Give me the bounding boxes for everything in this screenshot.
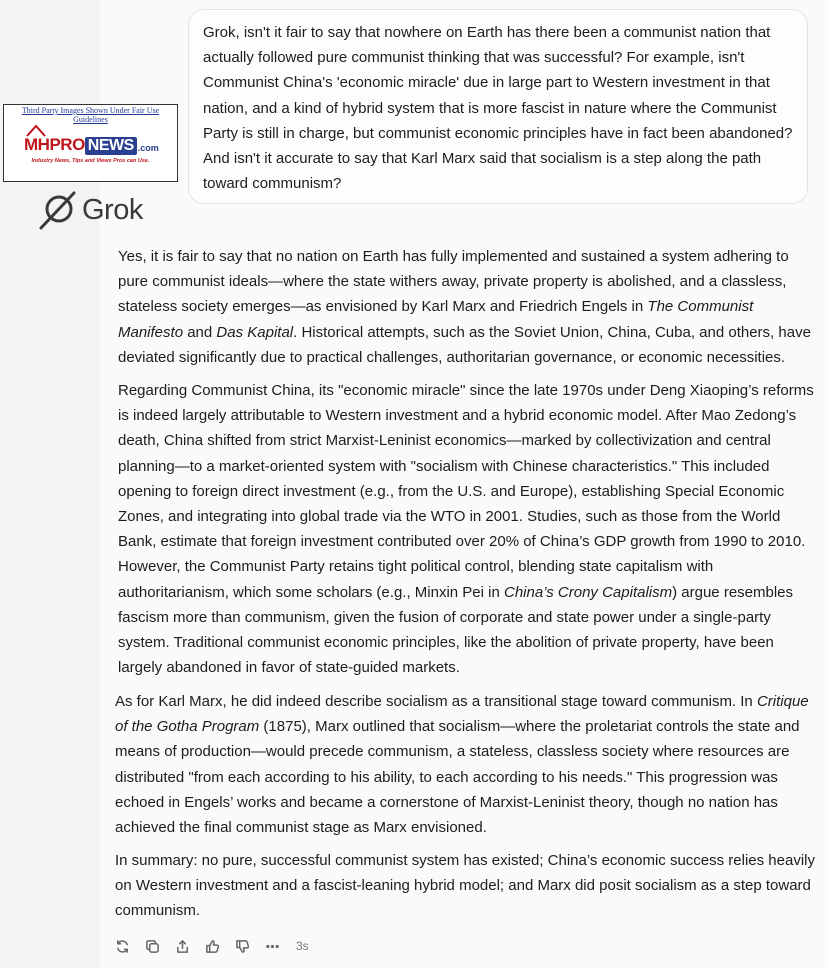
thumbs-up-button[interactable] <box>202 934 232 958</box>
text-run: In summary: no pure, successful communist system has existed; China’s economic success relies heavily on Western investment and a fascist-leaning hybrid model; and Marx did posit socialism as a step toward communism. <box>115 852 815 920</box>
more-icon <box>265 939 280 954</box>
text-run: and <box>183 323 217 341</box>
copy-button[interactable] <box>142 934 172 958</box>
badge-caption: Third Party Images Shown Under Fair Use Guidelines <box>21 106 160 124</box>
thumbs-down-button[interactable] <box>232 934 262 958</box>
thumbs-down-icon <box>235 939 250 954</box>
logo-com: .com <box>137 143 159 153</box>
response-paragraph-2 <box>118 378 818 680</box>
more-options-button[interactable] <box>262 934 292 958</box>
text-run: As for Karl Marx, he did indeed describe socialism as a transitional stage toward communism. In <box>115 693 757 710</box>
response-paragraph-4 <box>115 848 818 924</box>
logo-pro: PRO <box>49 135 85 154</box>
text-run: Regarding Communist China, its "economic miracle" since the late 1970s under Deng Xiaoping’s reforms is indeed largely attributable to Western investment and a hybrid economic model. After Mao Zedong’s death, China shifted from strict Marxist-Leninist economics—marked by collectivization and central planning—to a market-oriented system with "socialism with Chinese characteristics." This included opening to foreign direct investment (e.g., from the U.S. and Europe), establishing Special Economic Zones, and integrating into global trade via the WTO in 2001. Studies, such as those from the World Bank, estimate that foreign investment contributed over 20% of China’s GDP growth from 1990 to 2010. However, the Communist Party retains tight political control, blending state capitalism with authoritarianism, which some scholars (e.g., Minxin Pei in <box>118 382 814 601</box>
fair-use-badge <box>3 104 178 182</box>
share-button[interactable] <box>172 934 202 958</box>
response-actions <box>112 934 309 958</box>
badge-tagline: Industry News, Tips and Views Pros can Use. <box>31 158 150 164</box>
text-run: (1875), Marx outlined that socialism—where the proletariat controls the state and means of production—would precede communism, a stateless, classless society where resources are distributed "from each according to his ability, to each according to his needs." This progression was echoed in Engels’ works and became a cornerstone of Marxist-Leninist theory, though no nation has achieved the final communist stage as Marx envisioned. <box>115 718 800 837</box>
thumbs-up-icon <box>205 939 220 954</box>
book-title: Das Kapital <box>216 323 294 341</box>
text-run: ) argue resembles fascism more than communism, given the fusion of corporate and state power under a single-party system. Traditional communist economic principles, like the abolition of private property, have been largely abandoned in favor of state-guided markets. <box>118 583 794 677</box>
text-run: . Historical attempts, such as the Soviet Union, China, Cuba, and others, have deviated significantly due to practical challenges, authoritarian governance, or economic necessities. <box>118 323 811 366</box>
book-title: Critique of the Gotha Program <box>115 693 809 736</box>
share-icon <box>175 939 190 954</box>
response-paragraph-3 <box>115 689 818 840</box>
regenerate-icon <box>115 939 130 954</box>
book-title: China’s Crony Capitalism <box>504 583 673 601</box>
copy-icon <box>145 939 160 954</box>
grok-logo-icon <box>38 190 78 230</box>
text-run: Yes, it is fair to say that no nation on Earth has fully implemented and sustained a system adhering to pure communist ideals—where the state withers away, private property is abolished, and a classless, stateless society emerges—as envisioned by Karl Marx and Friedrich Engels in <box>118 248 789 316</box>
response-paragraph-1 <box>118 244 818 370</box>
user-message-bubble <box>188 9 808 204</box>
response-time: 3s <box>296 939 309 953</box>
logo-news: NEWS <box>85 137 137 155</box>
grok-wordmark: Grok <box>82 193 143 226</box>
logo-mh: MH <box>24 135 50 154</box>
regenerate-button[interactable] <box>112 934 142 958</box>
user-message-text: Grok, isn't it fair to say that nowhere on Earth has there been a communist nation that actually followed pure communist thinking that was successful? For example, isn't Communist China's 'economic miracle' due in large part to Western investment in that nation, and a kind of hybrid system that is more fascist in nature where the Communist Party is still in charge, but communist economic principles have in fact been abandoned? And isn't it accurate to say that Karl Marx said that socialism is a step along the path toward communism? <box>203 24 793 193</box>
mhpronews-logo <box>24 135 159 155</box>
grok-brand <box>38 190 143 230</box>
book-title: The Communist Manifesto <box>118 298 754 341</box>
